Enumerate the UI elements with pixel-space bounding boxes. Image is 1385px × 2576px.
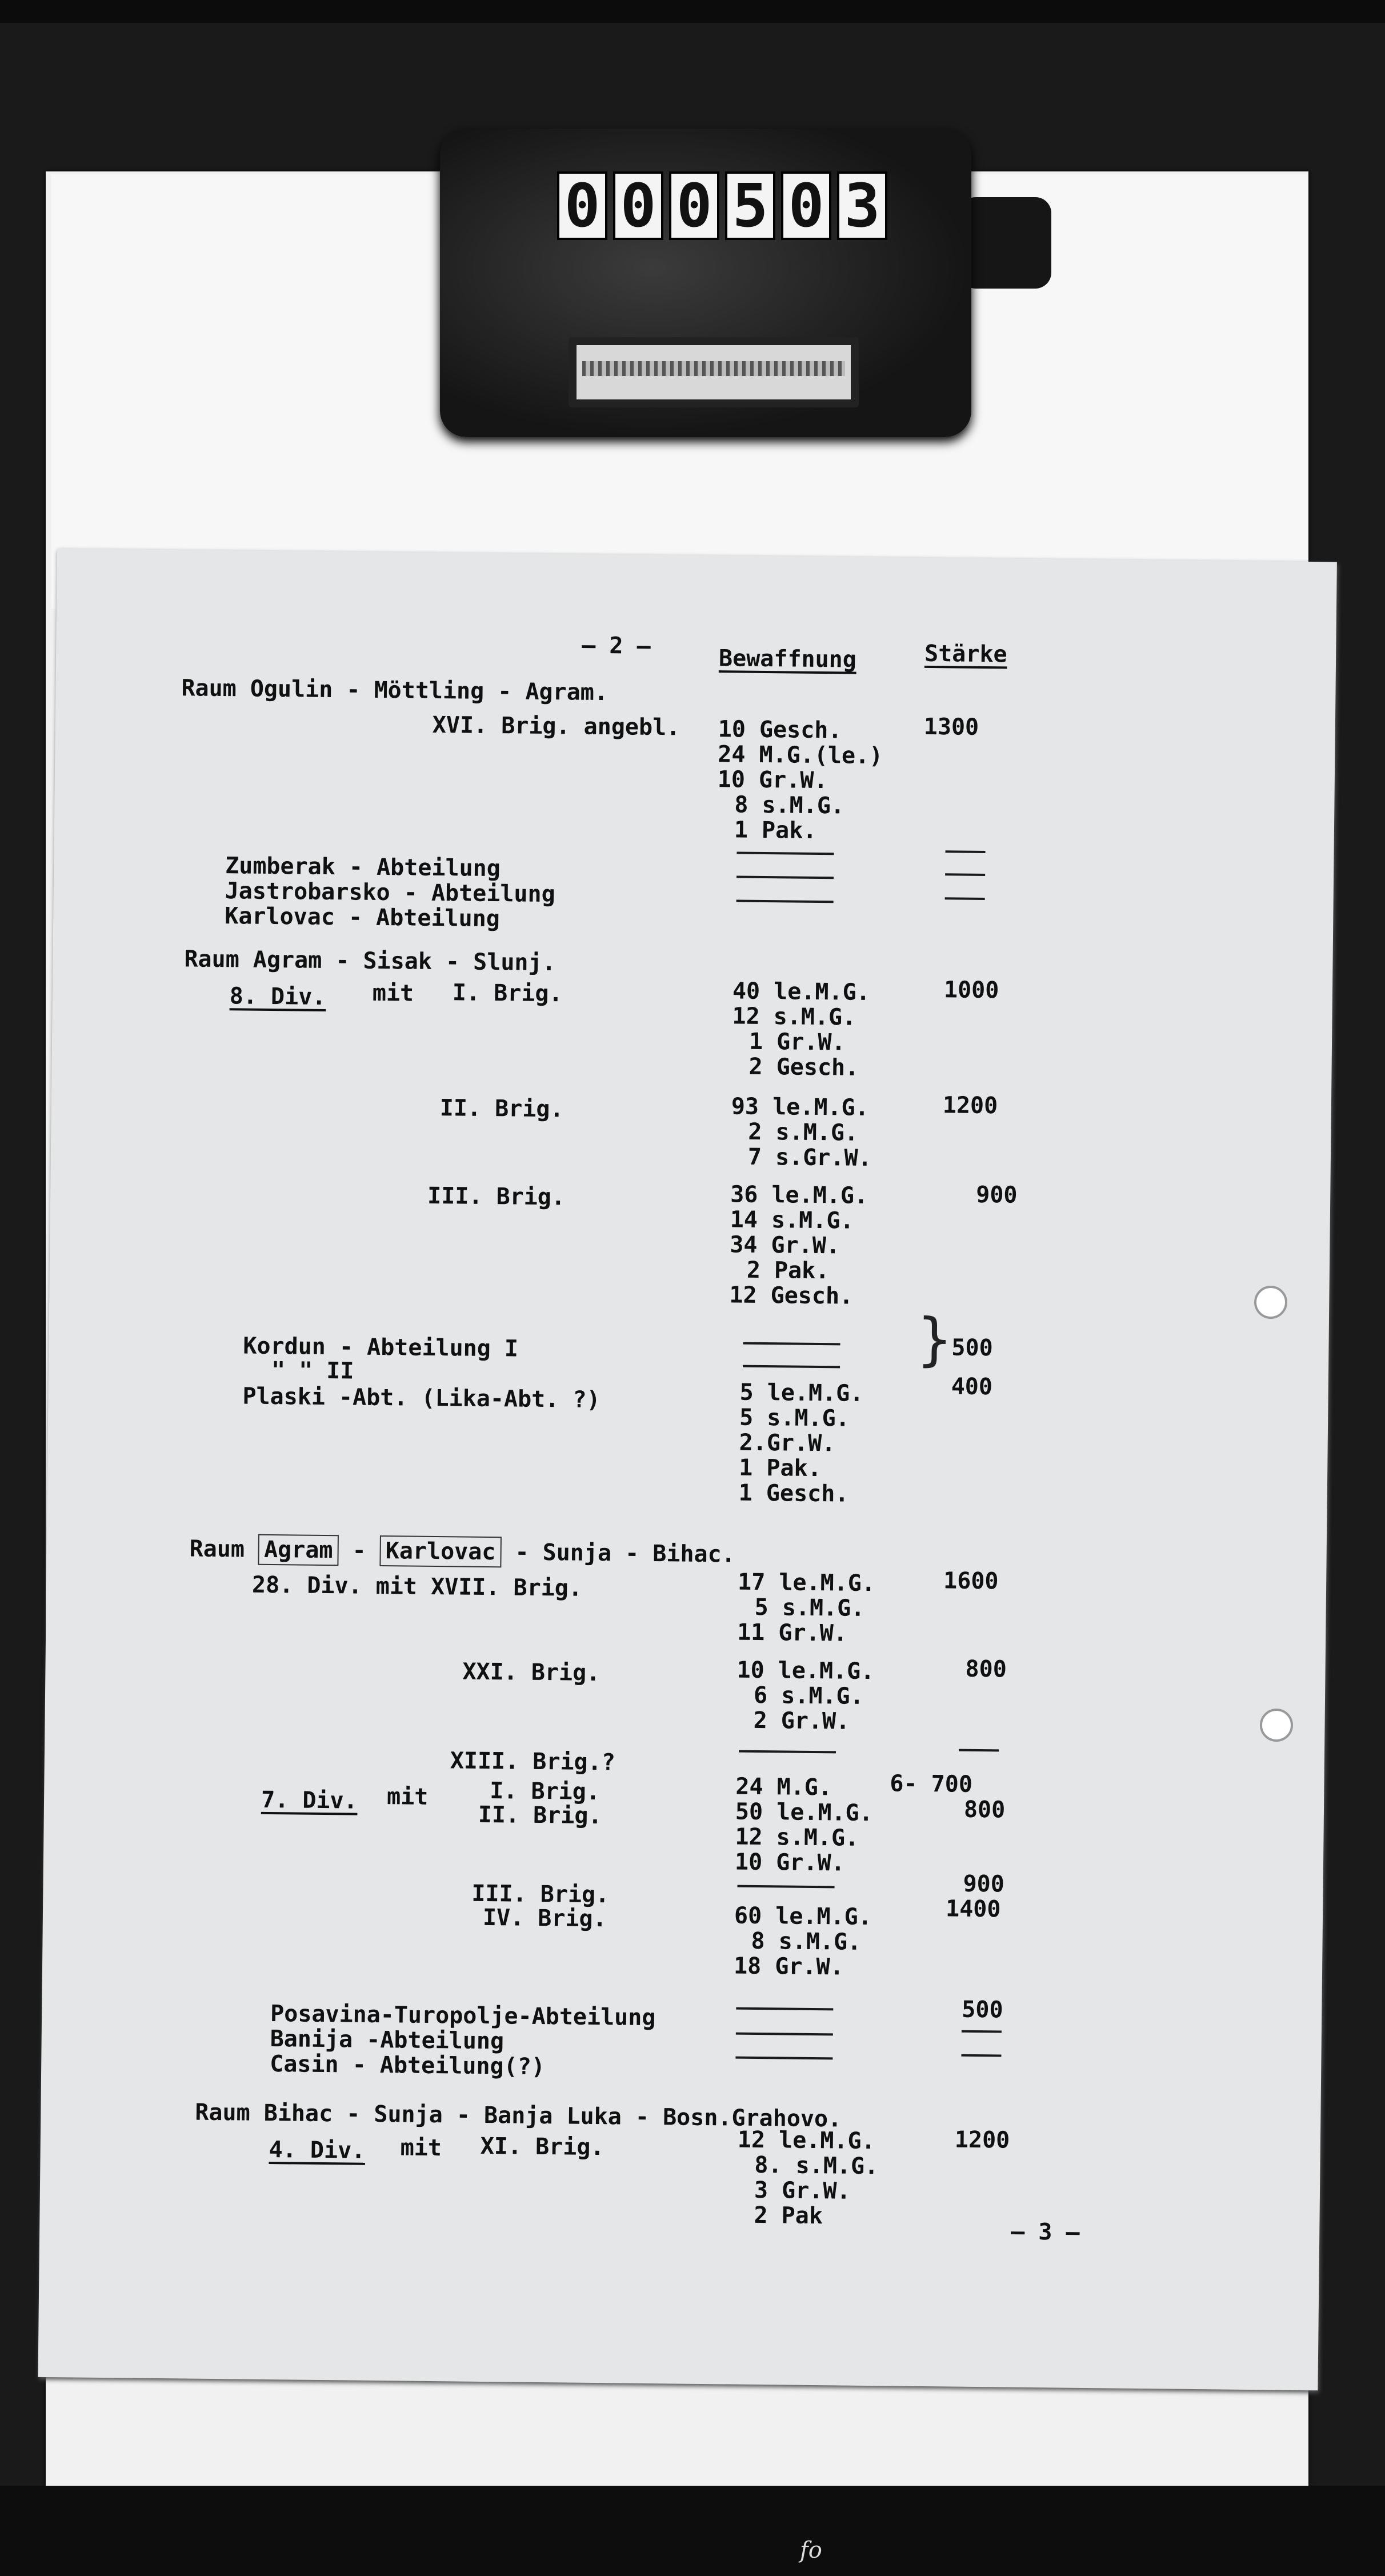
armament-line: 2 Gesch.: [748, 1053, 859, 1081]
dash-line: [961, 2054, 1001, 2057]
strength-value: 800: [965, 1655, 1007, 1683]
armament-line: 7 s.Gr.W.: [747, 1143, 872, 1171]
punch-hole: [1260, 1709, 1293, 1742]
unit-8div-brig-3: III. Brig.: [427, 1182, 566, 1211]
unit-7div-brig-1: I. Brig.: [490, 1778, 601, 1806]
division-8: 8. Div.: [229, 983, 326, 1010]
armament-line: 2.Gr.W.: [739, 1429, 836, 1457]
boxed-karlovac: Karlovac: [379, 1535, 501, 1567]
armament-line: 12 Gesch.: [729, 1282, 854, 1310]
armament-line: 10 le.M.G.: [736, 1657, 875, 1685]
armament-line: 34 Gr.W.: [730, 1231, 840, 1259]
unit-karlovac: Karlovac - Abteilung: [225, 903, 501, 933]
armament-line: 93 le.M.G.: [731, 1093, 869, 1121]
dash-line: [736, 851, 834, 855]
brace-symbol: }: [916, 1305, 952, 1373]
punch-hole: [1254, 1286, 1287, 1319]
dash-line: [743, 1365, 840, 1369]
dash-line: [735, 2057, 832, 2060]
next-page-marker: — 3 —: [1011, 2218, 1080, 2246]
armament-line: 12 le.M.G.: [737, 2126, 875, 2155]
section-title-ogulin: Raum Ogulin - Möttling - Agram.: [181, 675, 609, 706]
unit-zumberak: Zumberak - Abteilung: [225, 853, 501, 882]
armament-line: 24 M.G.(le.): [718, 741, 883, 770]
dash-line: [739, 1750, 836, 1754]
armament-line: 2 Pak: [754, 2202, 823, 2230]
armament-line: 18 Gr.W.: [733, 1953, 844, 1981]
armament-line: 8 s.M.G.: [734, 791, 845, 819]
unit-casin: Casin - Abteilung(?): [270, 2051, 546, 2081]
sunja-title-rest: - Sunja - Bihac.: [515, 1539, 736, 1568]
armament-line: 40 le.M.G.: [732, 978, 871, 1006]
armament-line: 11 Gr.W.: [736, 1619, 848, 1647]
column-header-strength: Stärke: [924, 640, 1007, 668]
unit-kordun-2: " " II: [271, 1357, 354, 1385]
unit-8div-brig-1: I. Brig.: [452, 979, 563, 1007]
armament-line: 3 Gr.W.: [754, 2177, 851, 2205]
column-header-armament: Bewaffnung: [718, 645, 857, 673]
strength-value: 800: [963, 1796, 1006, 1823]
strength-value: 500: [962, 1996, 1003, 2023]
dash-line: [738, 1885, 835, 1889]
frame-counter: [557, 171, 887, 240]
armament-line: 17 le.M.G.: [737, 1569, 876, 1597]
unit-7div-brig-2: II. Brig.: [478, 1801, 602, 1830]
unit-xi-brig: XI. Brig.: [480, 2133, 605, 2161]
armament-line: 8. s.M.G.: [754, 2151, 879, 2180]
section-title-sunja: Raum Agram - Karlovac - Sunja - Bihac.: [189, 1538, 735, 1566]
unit-xiii-brig: XIII. Brig.?: [450, 1747, 616, 1776]
unit-banija: Banija -Abteilung: [270, 2026, 505, 2055]
unit-jastrobarsko: Jastrobarsko - Abteilung: [225, 878, 555, 908]
armament-line: 1 Gr.W.: [748, 1028, 846, 1056]
strength-value: 900: [963, 1870, 1005, 1898]
counter-digit: 0: [669, 171, 719, 240]
handwritten-mark: fo: [800, 2537, 822, 2563]
unit-kordun-1: Kordun - Abteilung I: [243, 1333, 519, 1362]
armament-line: 60 le.M.G.: [734, 1902, 872, 1931]
unit-plaski: Plaski -Abt. (Lika-Abt. ?): [242, 1383, 601, 1414]
armament-line: 10 Gr.W.: [717, 766, 828, 794]
strength-value: 400: [951, 1373, 993, 1401]
boxed-agram: Agram: [258, 1534, 339, 1566]
strength-value: 900: [976, 1181, 1018, 1209]
unit-xxi-brig: XXI. Brig.: [462, 1658, 601, 1687]
armament-line: 50 le.M.G.: [735, 1798, 873, 1827]
clip-side-lever: [960, 197, 1051, 289]
film-strip-top: [0, 0, 1385, 23]
armament-line: 36 le.M.G.: [730, 1181, 868, 1209]
dash-line: [736, 875, 834, 879]
armament-line: 5 s.M.G.: [739, 1404, 850, 1432]
dash-line: [946, 850, 986, 853]
division-28: 28. Div. mit XVII. Brig.: [251, 1571, 583, 1602]
division-7: 7. Div.: [261, 1786, 358, 1814]
section-title-bihac: Raum Bihac - Sunja - Banja Luka - Bosn.Grahovo.: [195, 2099, 842, 2133]
strength-value: 1000: [943, 977, 999, 1004]
mit-label: mit: [372, 979, 414, 1007]
strength-value: 1300: [923, 713, 979, 741]
dash-line: [743, 1342, 840, 1346]
armament-line: 12 s.M.G.: [735, 1823, 859, 1851]
mit-label: mit: [400, 2134, 442, 2162]
armament-line: 5 le.M.G.: [739, 1379, 864, 1407]
counter-digit: 0: [557, 171, 607, 240]
armament-line: 1 Pak.: [734, 817, 817, 844]
armament-line: 10 Gr.W.: [734, 1849, 845, 1877]
dash-line: [736, 2033, 833, 2036]
section-title-sisak: Raum Agram - Sisak - Slunj.: [184, 946, 556, 977]
armament-line: 1 Gesch.: [738, 1479, 849, 1507]
unit-xvi-brig: XVI. Brig. angebl.: [432, 711, 681, 741]
counter-digit: 0: [613, 171, 663, 240]
armament-line: 2 Pak.: [746, 1257, 830, 1285]
film-strip-bottom: [0, 2486, 1385, 2576]
strength-value: 1600: [943, 1567, 999, 1595]
division-4: 4. Div.: [269, 2137, 366, 2164]
unit-posavina: Posavina-Turopolje-Abteilung: [270, 2001, 656, 2031]
unit-7div-brig-3: III. Brig.: [471, 1880, 610, 1909]
armament-line: 5 s.M.G.: [754, 1594, 865, 1622]
armament-line: 1 Pak.: [738, 1454, 822, 1482]
clip-hinge: [569, 337, 859, 407]
page-number: — 2 —: [582, 632, 651, 659]
counter-digit: 3: [837, 171, 887, 240]
counter-digit: 0: [781, 171, 831, 240]
document-page: [38, 549, 1336, 2390]
dash-line: [945, 897, 985, 900]
strength-value: 500: [951, 1334, 993, 1362]
counter-digit: 5: [725, 171, 775, 240]
armament-line: 14 s.M.G.: [730, 1206, 854, 1234]
unit-7div-brig-4: IV. Brig.: [482, 1904, 607, 1933]
armament-line: 2 Gr.W.: [753, 1707, 850, 1735]
dash-line: [962, 2030, 1002, 2033]
strength-value: 1200: [942, 1092, 998, 1119]
dash-line: [736, 899, 834, 903]
armament-line: 8 s.M.G.: [751, 1927, 862, 1955]
strength-value: 6- 700: [890, 1770, 973, 1798]
dash-line: [959, 1749, 999, 1752]
raum-label: Raum: [189, 1535, 245, 1563]
unit-8div-brig-2: II. Brig.: [439, 1095, 564, 1123]
mit-label: mit: [386, 1783, 429, 1810]
dash-line: [945, 873, 985, 876]
armament-line: 10 Gesch.: [718, 716, 842, 744]
armament-line: 12 s.M.G.: [732, 1003, 856, 1031]
dash-line: [736, 2007, 833, 2011]
strength-value: 1400: [945, 1895, 1001, 1923]
armament-line: 24 M.G.: [735, 1773, 832, 1801]
strength-value: 1200: [954, 2126, 1010, 2154]
armament-line: 2 s.M.G.: [748, 1118, 859, 1146]
armament-line: 6 s.M.G.: [753, 1682, 864, 1710]
